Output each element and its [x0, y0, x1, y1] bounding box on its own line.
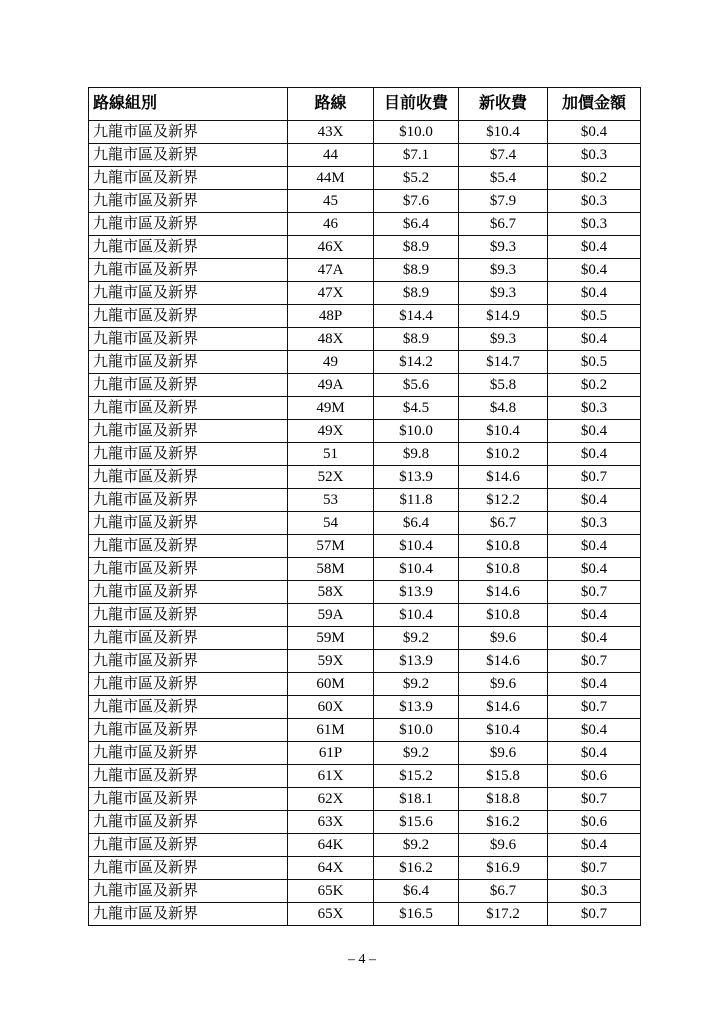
new-fare-cell: $10.4 — [459, 420, 548, 443]
current-fare-cell: $10.4 — [374, 558, 459, 581]
increase-amount-cell: $0.4 — [548, 282, 641, 305]
route-group-cell: 九龍市區及新界 — [89, 305, 288, 328]
table-row — [89, 834, 641, 857]
route-group-cell: 九龍市區及新界 — [89, 765, 288, 788]
table-row — [89, 857, 641, 880]
current-fare-cell: $8.9 — [374, 259, 459, 282]
new-fare-cell: $12.2 — [459, 489, 548, 512]
current-fare-cell: $14.4 — [374, 305, 459, 328]
route-group-cell: 九龍市區及新界 — [89, 650, 288, 673]
increase-amount-cell: $0.3 — [548, 190, 641, 213]
current-fare-cell: $6.4 — [374, 512, 459, 535]
current-fare-cell: $16.5 — [374, 903, 459, 926]
increase-amount-cell: $0.4 — [548, 489, 641, 512]
route-cell: 44M — [288, 167, 374, 190]
page-number: – 4 – — [348, 952, 376, 967]
route-group-cell: 九龍市區及新界 — [89, 121, 288, 144]
increase-amount-cell: $0.4 — [548, 627, 641, 650]
table-row — [89, 443, 641, 466]
new-fare-cell: $17.2 — [459, 903, 548, 926]
route-cell: 60X — [288, 696, 374, 719]
route-cell: 49A — [288, 374, 374, 397]
route-cell: 49 — [288, 351, 374, 374]
table-row — [89, 604, 641, 627]
route-group-cell: 九龍市區及新界 — [89, 167, 288, 190]
table-row — [89, 535, 641, 558]
new-fare-cell: $5.4 — [459, 167, 548, 190]
increase-amount-cell: $0.4 — [548, 259, 641, 282]
increase-amount-cell: $0.7 — [548, 696, 641, 719]
new-fare-cell: $14.7 — [459, 351, 548, 374]
increase-amount-cell: $0.3 — [548, 512, 641, 535]
increase-amount-cell: $0.6 — [548, 765, 641, 788]
route-cell: 61P — [288, 742, 374, 765]
new-fare-cell: $6.7 — [459, 512, 548, 535]
current-fare-cell: $9.8 — [374, 443, 459, 466]
table-row — [89, 121, 641, 144]
increase-amount-cell: $0.4 — [548, 673, 641, 696]
route-group-cell: 九龍市區及新界 — [89, 696, 288, 719]
increase-amount-cell: $0.4 — [548, 558, 641, 581]
route-group-cell: 九龍市區及新界 — [89, 190, 288, 213]
route-cell: 45 — [288, 190, 374, 213]
new-fare-cell: $9.6 — [459, 673, 548, 696]
increase-amount-cell: $0.7 — [548, 650, 641, 673]
route-cell: 58M — [288, 558, 374, 581]
current-fare-cell: $13.9 — [374, 581, 459, 604]
route-group-cell: 九龍市區及新界 — [89, 397, 288, 420]
increase-amount-cell: $0.3 — [548, 880, 641, 903]
route-cell: 61X — [288, 765, 374, 788]
column-header-route-group: 路線組別 — [89, 88, 288, 121]
route-group-cell: 九龍市區及新界 — [89, 236, 288, 259]
route-cell: 54 — [288, 512, 374, 535]
route-cell: 59A — [288, 604, 374, 627]
route-cell: 44 — [288, 144, 374, 167]
current-fare-cell: $4.5 — [374, 397, 459, 420]
table-row — [89, 788, 641, 811]
increase-amount-cell: $0.3 — [548, 213, 641, 236]
new-fare-cell: $10.4 — [459, 719, 548, 742]
fare-table-body — [89, 121, 641, 926]
table-row — [89, 673, 641, 696]
table-row — [89, 903, 641, 926]
current-fare-cell: $15.6 — [374, 811, 459, 834]
route-cell: 63X — [288, 811, 374, 834]
new-fare-cell: $9.3 — [459, 328, 548, 351]
table-row — [89, 719, 641, 742]
route-group-cell: 九龍市區及新界 — [89, 282, 288, 305]
route-group-cell: 九龍市區及新界 — [89, 627, 288, 650]
route-group-cell: 九龍市區及新界 — [89, 328, 288, 351]
increase-amount-cell: $0.4 — [548, 121, 641, 144]
new-fare-cell: $16.9 — [459, 857, 548, 880]
column-header-current-fare: 目前收費 — [374, 88, 459, 121]
current-fare-cell: $13.9 — [374, 466, 459, 489]
table-row — [89, 811, 641, 834]
table-row — [89, 397, 641, 420]
new-fare-cell: $5.8 — [459, 374, 548, 397]
table-row — [89, 650, 641, 673]
increase-amount-cell: $0.5 — [548, 351, 641, 374]
current-fare-cell: $6.4 — [374, 880, 459, 903]
new-fare-cell: $9.6 — [459, 834, 548, 857]
route-cell: 43X — [288, 121, 374, 144]
new-fare-cell: $14.6 — [459, 466, 548, 489]
table-row — [89, 765, 641, 788]
current-fare-cell: $5.2 — [374, 167, 459, 190]
increase-amount-cell: $0.4 — [548, 420, 641, 443]
route-group-cell: 九龍市區及新界 — [89, 581, 288, 604]
route-cell: 46X — [288, 236, 374, 259]
route-cell: 61M — [288, 719, 374, 742]
increase-amount-cell: $0.4 — [548, 443, 641, 466]
current-fare-cell: $9.2 — [374, 742, 459, 765]
route-group-cell: 九龍市區及新界 — [89, 512, 288, 535]
current-fare-cell: $13.9 — [374, 696, 459, 719]
table-row — [89, 167, 641, 190]
route-group-cell: 九龍市區及新界 — [89, 535, 288, 558]
route-cell: 47X — [288, 282, 374, 305]
route-cell: 48X — [288, 328, 374, 351]
current-fare-cell: $10.0 — [374, 719, 459, 742]
route-group-cell: 九龍市區及新界 — [89, 259, 288, 282]
route-cell: 51 — [288, 443, 374, 466]
new-fare-cell: $14.6 — [459, 650, 548, 673]
table-row — [89, 466, 641, 489]
table-row — [89, 627, 641, 650]
route-cell: 52X — [288, 466, 374, 489]
increase-amount-cell: $0.2 — [548, 167, 641, 190]
table-row — [89, 374, 641, 397]
current-fare-cell: $5.6 — [374, 374, 459, 397]
current-fare-cell: $8.9 — [374, 328, 459, 351]
table-row — [89, 351, 641, 374]
new-fare-cell: $10.8 — [459, 535, 548, 558]
route-group-cell: 九龍市區及新界 — [89, 420, 288, 443]
increase-amount-cell: $0.2 — [548, 374, 641, 397]
route-cell: 48P — [288, 305, 374, 328]
current-fare-cell: $9.2 — [374, 627, 459, 650]
table-row — [89, 144, 641, 167]
route-cell: 59X — [288, 650, 374, 673]
current-fare-cell: $8.9 — [374, 282, 459, 305]
table-row — [89, 328, 641, 351]
table-row — [89, 880, 641, 903]
increase-amount-cell: $0.4 — [548, 236, 641, 259]
current-fare-cell: $18.1 — [374, 788, 459, 811]
increase-amount-cell: $0.6 — [548, 811, 641, 834]
new-fare-cell: $16.2 — [459, 811, 548, 834]
current-fare-cell: $10.4 — [374, 535, 459, 558]
route-group-cell: 九龍市區及新界 — [89, 880, 288, 903]
table-row — [89, 420, 641, 443]
current-fare-cell: $10.4 — [374, 604, 459, 627]
route-cell: 58X — [288, 581, 374, 604]
new-fare-cell: $9.3 — [459, 236, 548, 259]
new-fare-cell: $9.6 — [459, 742, 548, 765]
new-fare-cell: $7.9 — [459, 190, 548, 213]
route-group-cell: 九龍市區及新界 — [89, 857, 288, 880]
new-fare-cell: $6.7 — [459, 880, 548, 903]
current-fare-cell: $7.6 — [374, 190, 459, 213]
increase-amount-cell: $0.4 — [548, 328, 641, 351]
route-cell: 53 — [288, 489, 374, 512]
route-group-cell: 九龍市區及新界 — [89, 788, 288, 811]
route-group-cell: 九龍市區及新界 — [89, 374, 288, 397]
route-cell: 49M — [288, 397, 374, 420]
route-group-cell: 九龍市區及新界 — [89, 443, 288, 466]
table-row — [89, 581, 641, 604]
table-row — [89, 558, 641, 581]
new-fare-cell: $15.8 — [459, 765, 548, 788]
current-fare-cell: $16.2 — [374, 857, 459, 880]
route-group-cell: 九龍市區及新界 — [89, 144, 288, 167]
route-cell: 46 — [288, 213, 374, 236]
route-group-cell: 九龍市區及新界 — [89, 719, 288, 742]
new-fare-cell: $9.6 — [459, 627, 548, 650]
new-fare-cell: $9.3 — [459, 282, 548, 305]
column-header-new-fare: 新收費 — [459, 88, 548, 121]
new-fare-cell: $7.4 — [459, 144, 548, 167]
table-row — [89, 259, 641, 282]
current-fare-cell: $13.9 — [374, 650, 459, 673]
current-fare-cell: $15.2 — [374, 765, 459, 788]
new-fare-cell: $10.4 — [459, 121, 548, 144]
route-cell: 64X — [288, 857, 374, 880]
current-fare-cell: $9.2 — [374, 834, 459, 857]
new-fare-cell: $18.8 — [459, 788, 548, 811]
increase-amount-cell: $0.7 — [548, 581, 641, 604]
increase-amount-cell: $0.7 — [548, 857, 641, 880]
table-row — [89, 742, 641, 765]
increase-amount-cell: $0.5 — [548, 305, 641, 328]
new-fare-cell: $6.7 — [459, 213, 548, 236]
current-fare-cell: $14.2 — [374, 351, 459, 374]
increase-amount-cell: $0.4 — [548, 535, 641, 558]
table-row — [89, 190, 641, 213]
column-header-route: 路線 — [288, 88, 374, 121]
table-row — [89, 696, 641, 719]
route-group-cell: 九龍市區及新界 — [89, 558, 288, 581]
route-group-cell: 九龍市區及新界 — [89, 489, 288, 512]
increase-amount-cell: $0.3 — [548, 397, 641, 420]
column-header-increase-amount: 加價金額 — [548, 88, 641, 121]
new-fare-cell: $10.8 — [459, 604, 548, 627]
route-group-cell: 九龍市區及新界 — [89, 604, 288, 627]
increase-amount-cell: $0.7 — [548, 788, 641, 811]
table-row — [89, 489, 641, 512]
route-cell: 62X — [288, 788, 374, 811]
current-fare-cell: $6.4 — [374, 213, 459, 236]
table-row — [89, 305, 641, 328]
route-cell: 47A — [288, 259, 374, 282]
current-fare-cell: $7.1 — [374, 144, 459, 167]
route-cell: 65K — [288, 880, 374, 903]
increase-amount-cell: $0.4 — [548, 834, 641, 857]
current-fare-cell: $9.2 — [374, 673, 459, 696]
route-group-cell: 九龍市區及新界 — [89, 742, 288, 765]
increase-amount-cell: $0.7 — [548, 466, 641, 489]
new-fare-cell: $14.6 — [459, 581, 548, 604]
route-cell: 49X — [288, 420, 374, 443]
route-group-cell: 九龍市區及新界 — [89, 213, 288, 236]
increase-amount-cell: $0.4 — [548, 719, 641, 742]
route-cell: 65X — [288, 903, 374, 926]
new-fare-cell: $10.2 — [459, 443, 548, 466]
route-group-cell: 九龍市區及新界 — [89, 673, 288, 696]
table-row — [89, 236, 641, 259]
new-fare-cell: $14.6 — [459, 696, 548, 719]
route-cell: 64K — [288, 834, 374, 857]
new-fare-cell: $9.3 — [459, 259, 548, 282]
route-group-cell: 九龍市區及新界 — [89, 811, 288, 834]
table-row — [89, 282, 641, 305]
route-cell: 60M — [288, 673, 374, 696]
increase-amount-cell: $0.4 — [548, 604, 641, 627]
route-group-cell: 九龍市區及新界 — [89, 834, 288, 857]
route-group-cell: 九龍市區及新界 — [89, 466, 288, 489]
fare-table — [88, 87, 641, 926]
new-fare-cell: $4.8 — [459, 397, 548, 420]
table-row — [89, 213, 641, 236]
table-header-row — [89, 88, 641, 121]
increase-amount-cell: $0.4 — [548, 742, 641, 765]
current-fare-cell: $8.9 — [374, 236, 459, 259]
current-fare-cell: $10.0 — [374, 121, 459, 144]
route-cell: 57M — [288, 535, 374, 558]
current-fare-cell: $10.0 — [374, 420, 459, 443]
current-fare-cell: $11.8 — [374, 489, 459, 512]
increase-amount-cell: $0.3 — [548, 144, 641, 167]
new-fare-cell: $14.9 — [459, 305, 548, 328]
route-group-cell: 九龍市區及新界 — [89, 351, 288, 374]
increase-amount-cell: $0.7 — [548, 903, 641, 926]
new-fare-cell: $10.8 — [459, 558, 548, 581]
route-group-cell: 九龍市區及新界 — [89, 903, 288, 926]
route-cell: 59M — [288, 627, 374, 650]
table-row — [89, 512, 641, 535]
